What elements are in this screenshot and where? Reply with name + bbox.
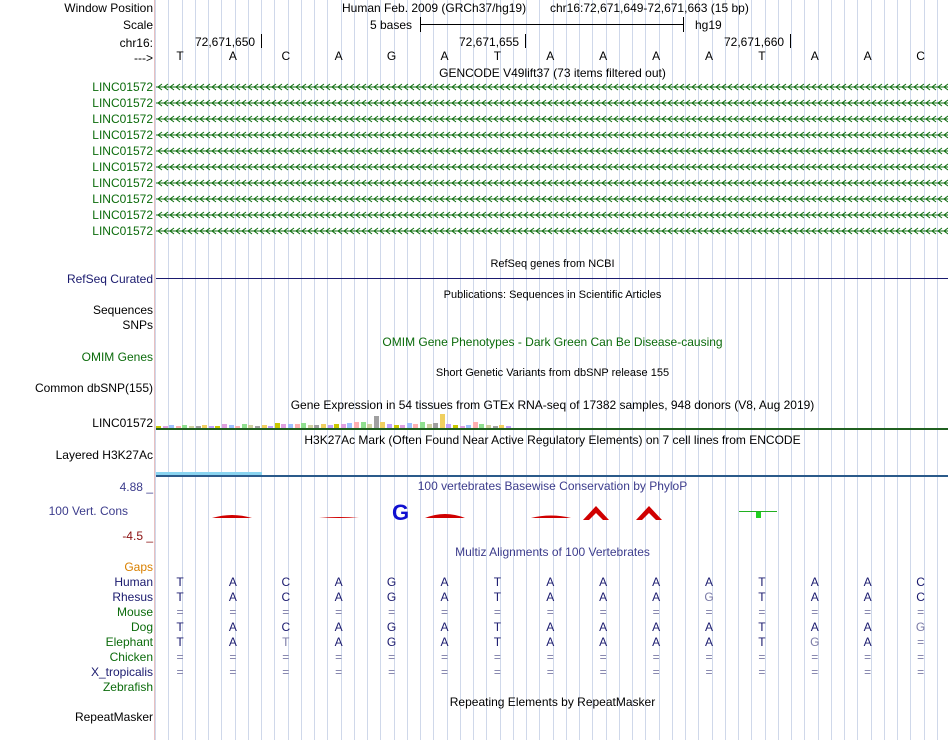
pubs-title: Publications: Sequences in Scientific Articles xyxy=(443,289,662,301)
aligned-base: T xyxy=(758,575,766,589)
aligned-base: A xyxy=(599,620,608,634)
base: A xyxy=(228,49,237,63)
aligned-base: = xyxy=(388,665,396,679)
aligned-base: = xyxy=(493,665,501,679)
coord-3-tick xyxy=(790,34,791,48)
aligned-base: T xyxy=(176,635,184,649)
aligned-base: A xyxy=(599,575,608,589)
aligned-base: A xyxy=(334,590,343,604)
aligned-base: = xyxy=(705,605,713,619)
coord-1-tick xyxy=(261,34,262,48)
gencode-gene-label[interactable]: LINC01572 xyxy=(92,96,153,110)
aligned-base: A xyxy=(440,620,449,634)
gencode-gene-label[interactable]: LINC01572 xyxy=(92,176,153,190)
species-label[interactable]: Mouse xyxy=(116,605,153,619)
base: C xyxy=(916,49,925,63)
phylop-plot[interactable] xyxy=(155,500,950,524)
phylop-mark-a1 xyxy=(212,515,252,518)
refseq-line xyxy=(156,278,948,279)
aligned-base: T xyxy=(176,590,184,604)
aligned-base: A xyxy=(704,620,713,634)
aligned-base: = xyxy=(652,650,660,664)
scale-text: 5 bases xyxy=(370,18,413,32)
aligned-base: = xyxy=(864,605,872,619)
position-text: chr16:72,671,649-72,671,663 (15 bp) xyxy=(550,1,749,15)
aligned-base: = xyxy=(546,665,554,679)
aligned-base: = xyxy=(176,665,184,679)
scale-bar xyxy=(420,17,684,33)
aligned-base: = xyxy=(917,665,925,679)
alignment-row xyxy=(0,680,950,694)
aligned-base: A xyxy=(863,635,872,649)
species-label[interactable]: Zebrafish xyxy=(102,680,153,694)
aligned-base: = xyxy=(229,605,237,619)
gaps-label: Gaps xyxy=(124,560,153,574)
gencode-gene-label[interactable]: LINC01572 xyxy=(92,80,153,94)
aligned-base: = xyxy=(282,665,290,679)
gencode-gene-track[interactable] xyxy=(156,210,948,220)
base: A xyxy=(704,49,713,63)
aligned-base: = xyxy=(229,650,237,664)
aligned-base: = xyxy=(917,605,925,619)
aligned-base: A xyxy=(863,620,872,634)
species-label[interactable]: Rhesus xyxy=(112,590,153,604)
phylop-label[interactable]: 100 Vert. Cons xyxy=(48,504,128,518)
alignment-row xyxy=(0,605,950,619)
gencode-gene-label[interactable]: LINC01572 xyxy=(92,144,153,158)
phylop-mark-g: G xyxy=(392,500,410,524)
aligned-base: = xyxy=(599,665,607,679)
aligned-base: A xyxy=(228,635,237,649)
h3k27ac-baseline xyxy=(156,475,948,477)
species-label[interactable]: Elephant xyxy=(105,635,153,649)
aligned-base: = xyxy=(652,605,660,619)
strand-label: ---> xyxy=(134,51,153,65)
aligned-base: A xyxy=(228,620,237,634)
aligned-base: = xyxy=(388,650,396,664)
phylop-mark-t-stem xyxy=(756,512,761,518)
aligned-base: = xyxy=(176,650,184,664)
base: G xyxy=(386,49,397,63)
omim-label[interactable]: OMIM Genes xyxy=(81,350,153,364)
aligned-base: = xyxy=(705,665,713,679)
aligned-base: = xyxy=(758,665,766,679)
aligned-base: G xyxy=(915,620,926,634)
aligned-base: C xyxy=(281,590,291,604)
aligned-base: A xyxy=(440,575,449,589)
aligned-base: T xyxy=(282,635,290,649)
aligned-base: = xyxy=(917,650,925,664)
aligned-base: A xyxy=(599,635,608,649)
aligned-base: A xyxy=(652,575,661,589)
coord-1: 72,671,650 xyxy=(195,35,256,49)
aligned-base: A xyxy=(546,635,555,649)
sequences-label[interactable]: Sequences xyxy=(92,303,153,317)
species-label[interactable]: Chicken xyxy=(109,650,153,664)
alignment-row xyxy=(0,665,950,679)
aligned-base: = xyxy=(811,665,819,679)
snps-label[interactable]: SNPs xyxy=(122,318,153,332)
aligned-base: G xyxy=(704,590,714,604)
gencode-gene-track[interactable] xyxy=(156,82,948,92)
refseq-title: RefSeq genes from NCBI xyxy=(490,258,615,270)
alignment-row xyxy=(0,590,950,604)
alignment-row xyxy=(0,620,950,634)
aligned-base: A xyxy=(546,620,555,634)
phylop-mark-a2 xyxy=(319,517,359,518)
aligned-base: = xyxy=(388,605,396,619)
aligned-base: T xyxy=(758,620,766,634)
aligned-base: A xyxy=(228,590,237,604)
gencode-gene-label[interactable]: LINC01572 xyxy=(92,160,153,174)
aligned-base: G xyxy=(386,575,397,589)
species-label[interactable]: X_tropicalis xyxy=(90,665,153,679)
aligned-base: A xyxy=(546,575,555,589)
aligned-base: = xyxy=(811,650,819,664)
aligned-base: G xyxy=(386,635,397,649)
aligned-base: A xyxy=(704,575,713,589)
aligned-base: = xyxy=(758,605,766,619)
base: A xyxy=(440,49,449,63)
aligned-base: A xyxy=(863,575,872,589)
gencode-gene-track[interactable] xyxy=(156,98,948,108)
gencode-title: GENCODE V49lift37 (73 items filtered out) xyxy=(439,66,666,80)
aligned-base: = xyxy=(335,650,343,664)
base: A xyxy=(334,49,343,63)
db-text: hg19 xyxy=(695,18,722,32)
base: A xyxy=(810,49,819,63)
refseq-label[interactable]: RefSeq Curated xyxy=(66,272,153,286)
gencode-gene-track[interactable] xyxy=(156,162,948,172)
gencode-gene-label[interactable]: LINC01572 xyxy=(92,112,153,126)
dbsnp-label[interactable]: Common dbSNP(155) xyxy=(34,381,153,395)
aligned-base: A xyxy=(440,635,449,649)
gencode-gene-track[interactable] xyxy=(156,130,948,140)
aligned-base: A xyxy=(334,620,343,634)
phylop-max: 4.88 _ xyxy=(119,480,153,494)
aligned-base: = xyxy=(335,605,343,619)
h3k27ac-label[interactable]: Layered H3K27Ac xyxy=(55,448,153,462)
aligned-base: = xyxy=(493,605,501,619)
gencode-gene-track[interactable] xyxy=(156,114,948,124)
aligned-base: C xyxy=(281,620,291,634)
aligned-base: = xyxy=(493,650,501,664)
gencode-gene-track[interactable] xyxy=(156,226,948,236)
repeatmasker-title: Repeating Elements by RepeatMasker xyxy=(449,695,656,709)
aligned-base: C xyxy=(916,575,925,589)
gencode-gene-track[interactable] xyxy=(156,146,948,156)
aligned-base: A xyxy=(810,620,819,634)
aligned-base: A xyxy=(652,620,661,634)
aligned-base: A xyxy=(440,590,449,604)
alignment-row xyxy=(0,635,950,649)
phylop-mark-a6 xyxy=(636,506,662,520)
base: T xyxy=(176,49,184,63)
aligned-base: = xyxy=(282,650,290,664)
phylop-mark-a3 xyxy=(425,514,465,518)
aligned-base: = xyxy=(652,665,660,679)
aligned-base: = xyxy=(758,650,766,664)
gtex-bars[interactable] xyxy=(156,410,516,428)
base: T xyxy=(758,49,766,63)
alignment-row xyxy=(0,650,950,664)
aligned-base: A xyxy=(334,575,343,589)
aligned-base: T xyxy=(176,575,184,589)
base: A xyxy=(599,49,608,63)
aligned-base: = xyxy=(440,665,448,679)
aligned-base: T xyxy=(758,590,766,604)
aligned-base: = xyxy=(705,650,713,664)
aligned-base: A xyxy=(810,575,819,589)
aligned-base: A xyxy=(334,635,343,649)
aligned-base: = xyxy=(599,605,607,619)
coord-2-tick xyxy=(525,34,526,48)
gtex-label[interactable]: LINC01572 xyxy=(92,416,153,430)
aligned-base: = xyxy=(599,650,607,664)
aligned-base: = xyxy=(282,605,290,619)
aligned-base: = xyxy=(546,605,554,619)
aligned-base: A xyxy=(228,575,237,589)
aligned-base: A xyxy=(599,590,608,604)
aligned-base: T xyxy=(493,635,502,649)
dbsnp-title: Short Genetic Variants from dbSNP release 155 xyxy=(435,367,670,379)
multiz-title: Multiz Alignments of 100 Vertebrates xyxy=(455,545,650,559)
aligned-base: = xyxy=(229,665,237,679)
coord-2: 72,671,655 xyxy=(459,35,520,49)
aligned-base: A xyxy=(704,635,713,649)
omim-title: OMIM Gene Phenotypes - Dark Green Can Be Disease-causing xyxy=(382,335,723,349)
aligned-base: = xyxy=(176,605,184,619)
aligned-base: T xyxy=(493,590,502,604)
aligned-base: = xyxy=(440,605,448,619)
aligned-base: A xyxy=(546,590,555,604)
gencode-gene-label[interactable]: LINC01572 xyxy=(92,128,153,142)
base: A xyxy=(863,49,872,63)
repeatmasker-label[interactable]: RepeatMasker xyxy=(74,710,153,724)
chrom-label: chr16: xyxy=(119,36,153,50)
aligned-base: G xyxy=(810,635,820,649)
aligned-base: A xyxy=(863,590,872,604)
phylop-mark-t xyxy=(739,511,777,512)
aligned-base: = xyxy=(440,650,448,664)
aligned-base: T xyxy=(493,575,502,589)
aligned-base: A xyxy=(652,590,661,604)
aligned-base: = xyxy=(811,605,819,619)
gencode-gene-track[interactable] xyxy=(156,194,948,204)
aligned-base: C xyxy=(281,575,291,589)
window-position-label: Window Position xyxy=(64,1,153,15)
aligned-base: = xyxy=(917,635,925,649)
alignment-row xyxy=(0,575,950,589)
gtex-bar[interactable] xyxy=(440,414,445,428)
phylop-min: -4.5 _ xyxy=(122,529,153,543)
aligned-base: A xyxy=(652,635,661,649)
base: A xyxy=(546,49,555,63)
reference-bases xyxy=(0,49,950,63)
aligned-base: = xyxy=(546,650,554,664)
species-label[interactable]: Dog xyxy=(130,620,153,634)
aligned-base: T xyxy=(176,620,184,634)
scale-label: Scale xyxy=(122,18,153,32)
species-label[interactable]: Human xyxy=(114,575,153,589)
base: T xyxy=(493,49,502,63)
gtex-title: Gene Expression in 54 tissues from GTEx RNA-seq of 17382 samples, 948 donors (V8, Aug 2019) xyxy=(290,398,815,412)
base: C xyxy=(281,49,291,63)
aligned-base: = xyxy=(335,665,343,679)
gtex-baseline xyxy=(156,428,948,430)
gencode-gene-track[interactable] xyxy=(156,178,948,188)
gencode-gene-label[interactable]: LINC01572 xyxy=(92,224,153,238)
aligned-base: = xyxy=(864,665,872,679)
aligned-base: = xyxy=(864,650,872,664)
aligned-base: T xyxy=(493,620,502,634)
coord-3: 72,671,660 xyxy=(724,35,785,49)
gencode-gene-label[interactable]: LINC01572 xyxy=(92,208,153,222)
phylop-mark-a4 xyxy=(531,516,571,519)
gtex-bar[interactable] xyxy=(374,416,379,428)
aligned-base: C xyxy=(916,590,925,604)
aligned-base: T xyxy=(758,635,766,649)
gencode-gene-label[interactable]: LINC01572 xyxy=(92,192,153,206)
assembly-title: Human Feb. 2009 (GRCh37/hg19) xyxy=(342,1,527,15)
base: A xyxy=(652,49,661,63)
phylop-mark-a5 xyxy=(583,506,609,520)
phylop-title: 100 vertebrates Basewise Conservation by PhyloP xyxy=(417,479,688,493)
aligned-base: G xyxy=(386,620,397,634)
h3k27ac-title: H3K27Ac Mark (Often Found Near Active Regulatory Elements) on 7 cell lines from ENCODE xyxy=(304,433,801,447)
aligned-base: G xyxy=(386,590,397,604)
aligned-base: A xyxy=(810,590,819,604)
